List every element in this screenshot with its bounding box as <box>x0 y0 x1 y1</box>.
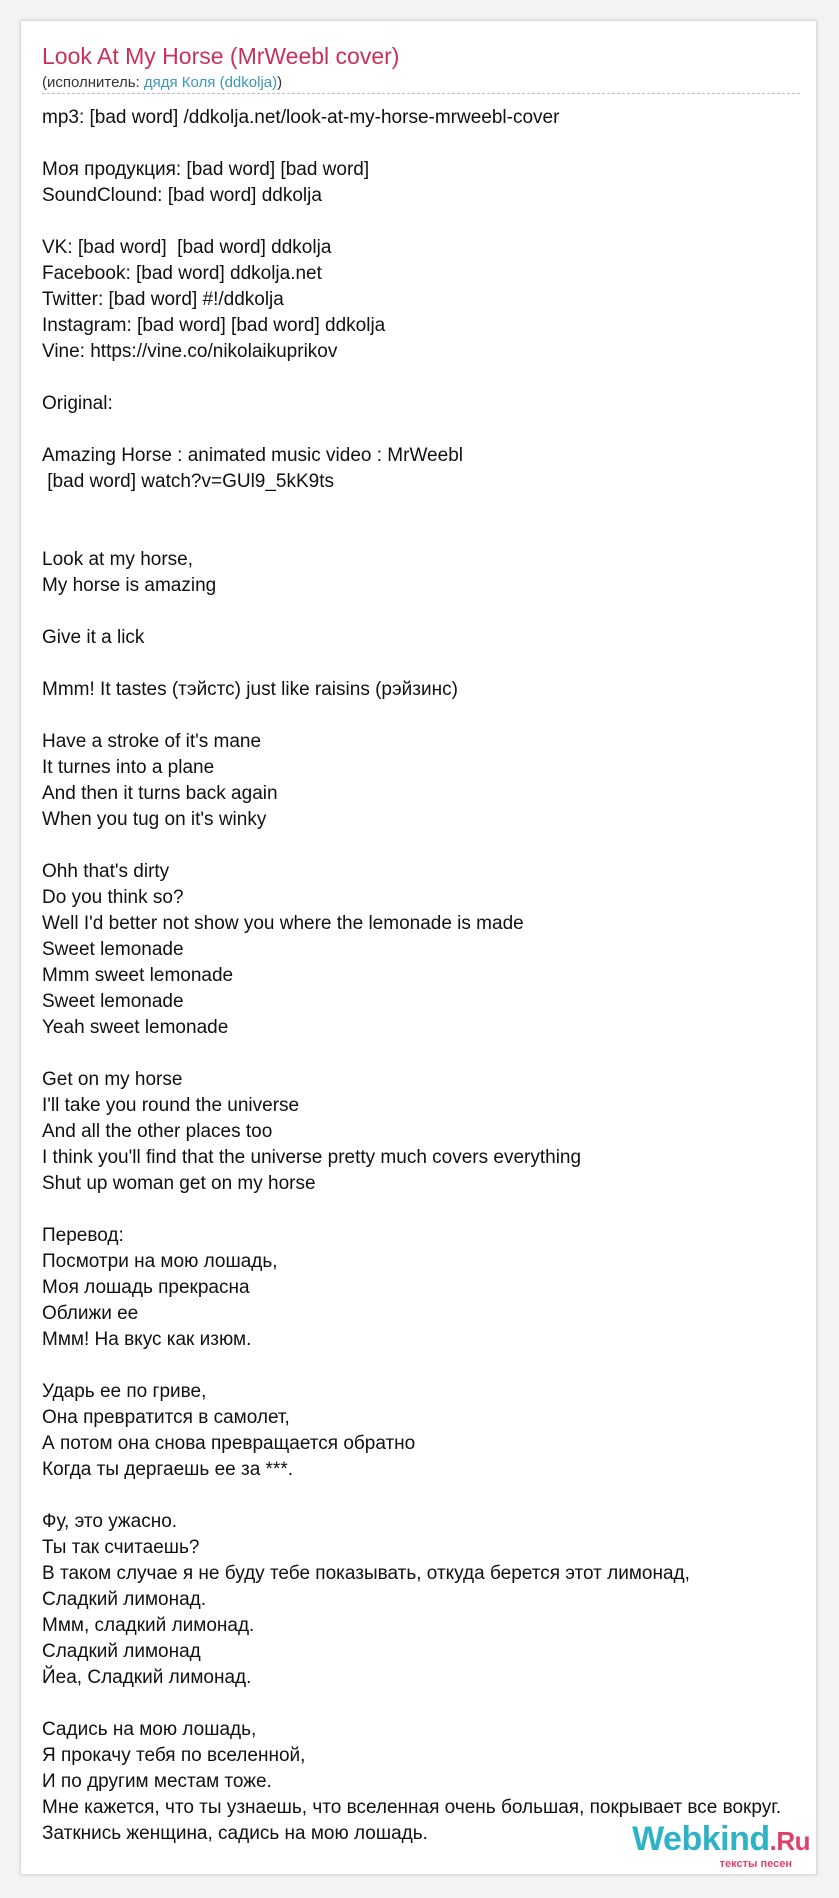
logo-wordmark <box>632 1820 810 1859</box>
artist-prefix: (исполнитель: <box>42 74 144 91</box>
lyrics-card <box>20 20 817 1875</box>
title-divider <box>42 93 800 94</box>
artist-link[interactable]: дядя Коля (ddkolja) <box>143 74 278 91</box>
site-logo[interactable] <box>595 1820 810 1875</box>
lyrics-text: mp3: [bad word] /ddkolja.net/look-at-my-horse-mrweebl-cover Моя продукция: [bad word] [bad word] SoundClound: [bad word] ddkolja VK: [bad word] [bad word] ddkolja Facebook: [bad word] ddkolja.net Twitter: [bad word] #!/ddkolja Instagram: [bad word] [bad word] ddkolja Vine: https://vine.co/nikolaikuprikov Original: Amazing Horse : animated music video : MrWeebl [bad word] watch?v=GUl9_5kK9ts Look at my horse, My horse is amazing Give it a lick Mmm! It tastes (тэйстс) just like raisins (рэйзинс) Have a stroke of it's mane It turnes into a plane And then it turns back again When you tug on it's winky Ohh that's dirty Do you think so? Well I'd better not show you where the lemonade is made Sweet lemonade Mmm sweet lemonade Sweet lemonade Yeah sweet lemonade Get on my horse I'll take you round the universe And all the other places too I think you'll find that the universe pretty much covers everything Shut up woman get on my horse Перевод: Посмотри на мою лошадь, Моя лошадь прекрасна Оближи ее Ммм! На вкус как изюм. Ударь ее по гриве, Она превратится в самолет, А потом она снова превращается обратно Когда ты дергаешь ее за ***. Фу, это ужасно. Ты так считаешь? В таком случае я не буду тебе показывать, откуда берется этот лимонад, Сладкий лимонад. Ммм, сладкий лимонад. Сладкий лимонад Йеа, Сладкий лимонад. Садись на мою лошадь, Я прокачу тебя по вселенной, И по другим местам тоже. Мне кажется, что ты узнаешь, что вселенная очень большая, покрывает все вокруг. Заткнись женщина, садись на мою лошадь. <box>42 107 782 1844</box>
logo-tagline: тексты песен <box>719 1858 792 1870</box>
artist-suffix: ) <box>277 74 283 91</box>
logo-tld: .Ru <box>769 1826 810 1856</box>
song-title: Look At My Horse (MrWeebl cover) <box>42 43 400 69</box>
logo-name: Webkind <box>632 1820 770 1858</box>
artist-byline <box>42 74 282 91</box>
